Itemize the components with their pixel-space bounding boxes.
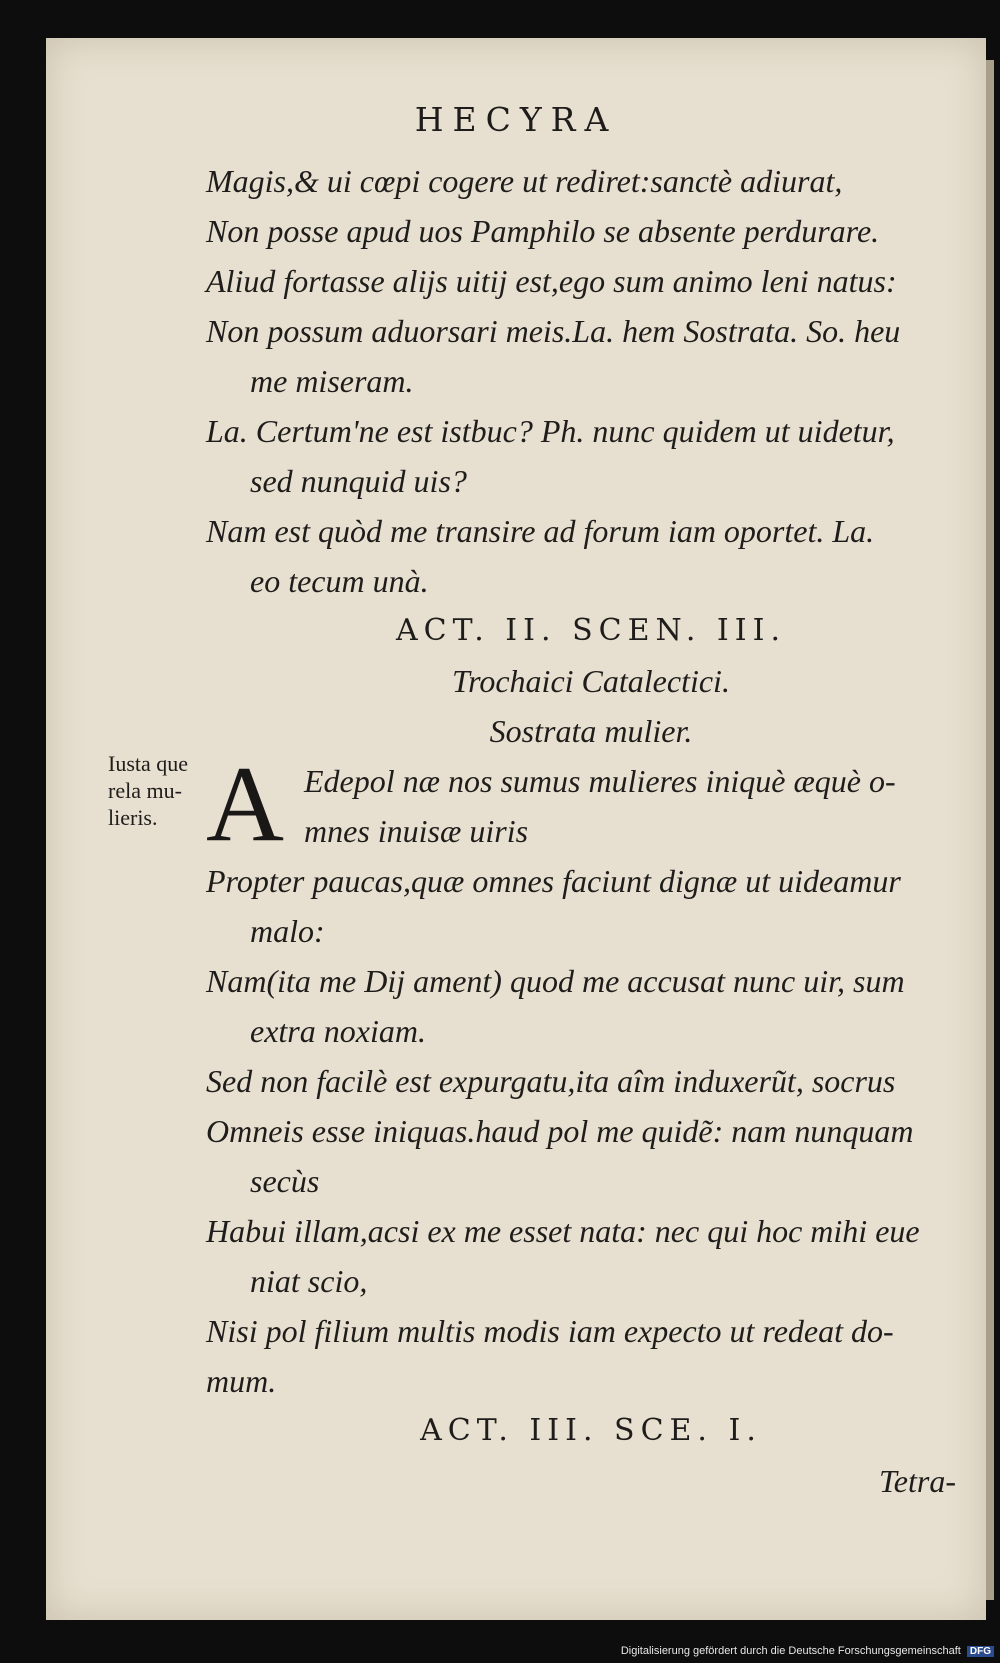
scene-heading: ACT. II. SCEN. III. [396, 613, 786, 648]
text-line: Edepol næ nos sumus mulieres iniquè æquè o- [304, 763, 896, 799]
dfg-logo-icon: DFG [967, 1646, 994, 1657]
text-line: malo: [250, 913, 325, 949]
catchword: Tetra- [878, 1463, 956, 1499]
page-edge [986, 60, 994, 1600]
meter-label: Trochaici Catalectici. [452, 663, 730, 699]
footer-text: Digitalisierung gefördert durch die Deutsche Forschungsgemeinschaft [620, 1645, 961, 1657]
text-line: Habui illam,acsi ex me esset nata: nec qui hoc mihi eue [206, 1213, 920, 1249]
text-line: me miseram. [250, 363, 414, 399]
drop-cap: A [206, 745, 284, 864]
text-line: eo tecum unà. [250, 563, 429, 599]
running-head: HECYRA [414, 100, 618, 139]
text-line: Nam(ita me Dij ament) quod me accusat nunc uir, sum [206, 963, 905, 999]
margin-note-line: rela mu- [108, 778, 182, 803]
act-heading: ACT. III. SCE. I. [420, 1413, 762, 1448]
speaker-label: Sostrata mulier. [489, 713, 693, 749]
text-line: secùs [250, 1163, 320, 1199]
text-line: Non possum aduorsari meis.La. hem Sostrata. So. heu [206, 313, 901, 349]
footer-credit [621, 1645, 994, 1657]
text-line: Omneis esse iniquas.haud pol me quidẽ: nam nunquam [206, 1113, 914, 1149]
text-line: Magis,& ui cœpi cogere ut rediret:sanctè adiurat, [206, 163, 843, 199]
text-line: Propter paucas,quæ omnes faciunt dignæ ut uideamur [206, 863, 901, 899]
text-line: Sed non facilè est expurgatu,ita aîm induxerũt, socrus [206, 1063, 896, 1099]
drop-cap-block [206, 745, 976, 864]
text-line: Nisi pol filium multis modis iam expecto ut redeat do- [206, 1313, 894, 1349]
text-line: extra noxiam. [250, 1013, 426, 1049]
text-line: mum. [206, 1363, 277, 1399]
text-line: sed nunquid uis? [250, 463, 467, 499]
text-line: Nam est quòd me transire ad forum iam oportet. La. [206, 513, 875, 549]
text-line: niat scio, [250, 1263, 368, 1299]
book-page [46, 38, 986, 1620]
text-line: Aliud fortasse alijs uitij est,ego sum animo leni natus: [206, 263, 897, 299]
margin-note-line: Iusta que [108, 751, 189, 776]
main-text [206, 156, 976, 1506]
margin-note-line: lieris. [108, 805, 158, 830]
margin-note [108, 750, 208, 831]
text-line: La. Certum'ne est istbuc? Ph. nunc quidem ut uidetur, [206, 413, 895, 449]
text-line: Non posse apud uos Pamphilo se absente perdurare. [206, 213, 880, 249]
text-line: mnes inuisæ uiris [304, 813, 529, 849]
